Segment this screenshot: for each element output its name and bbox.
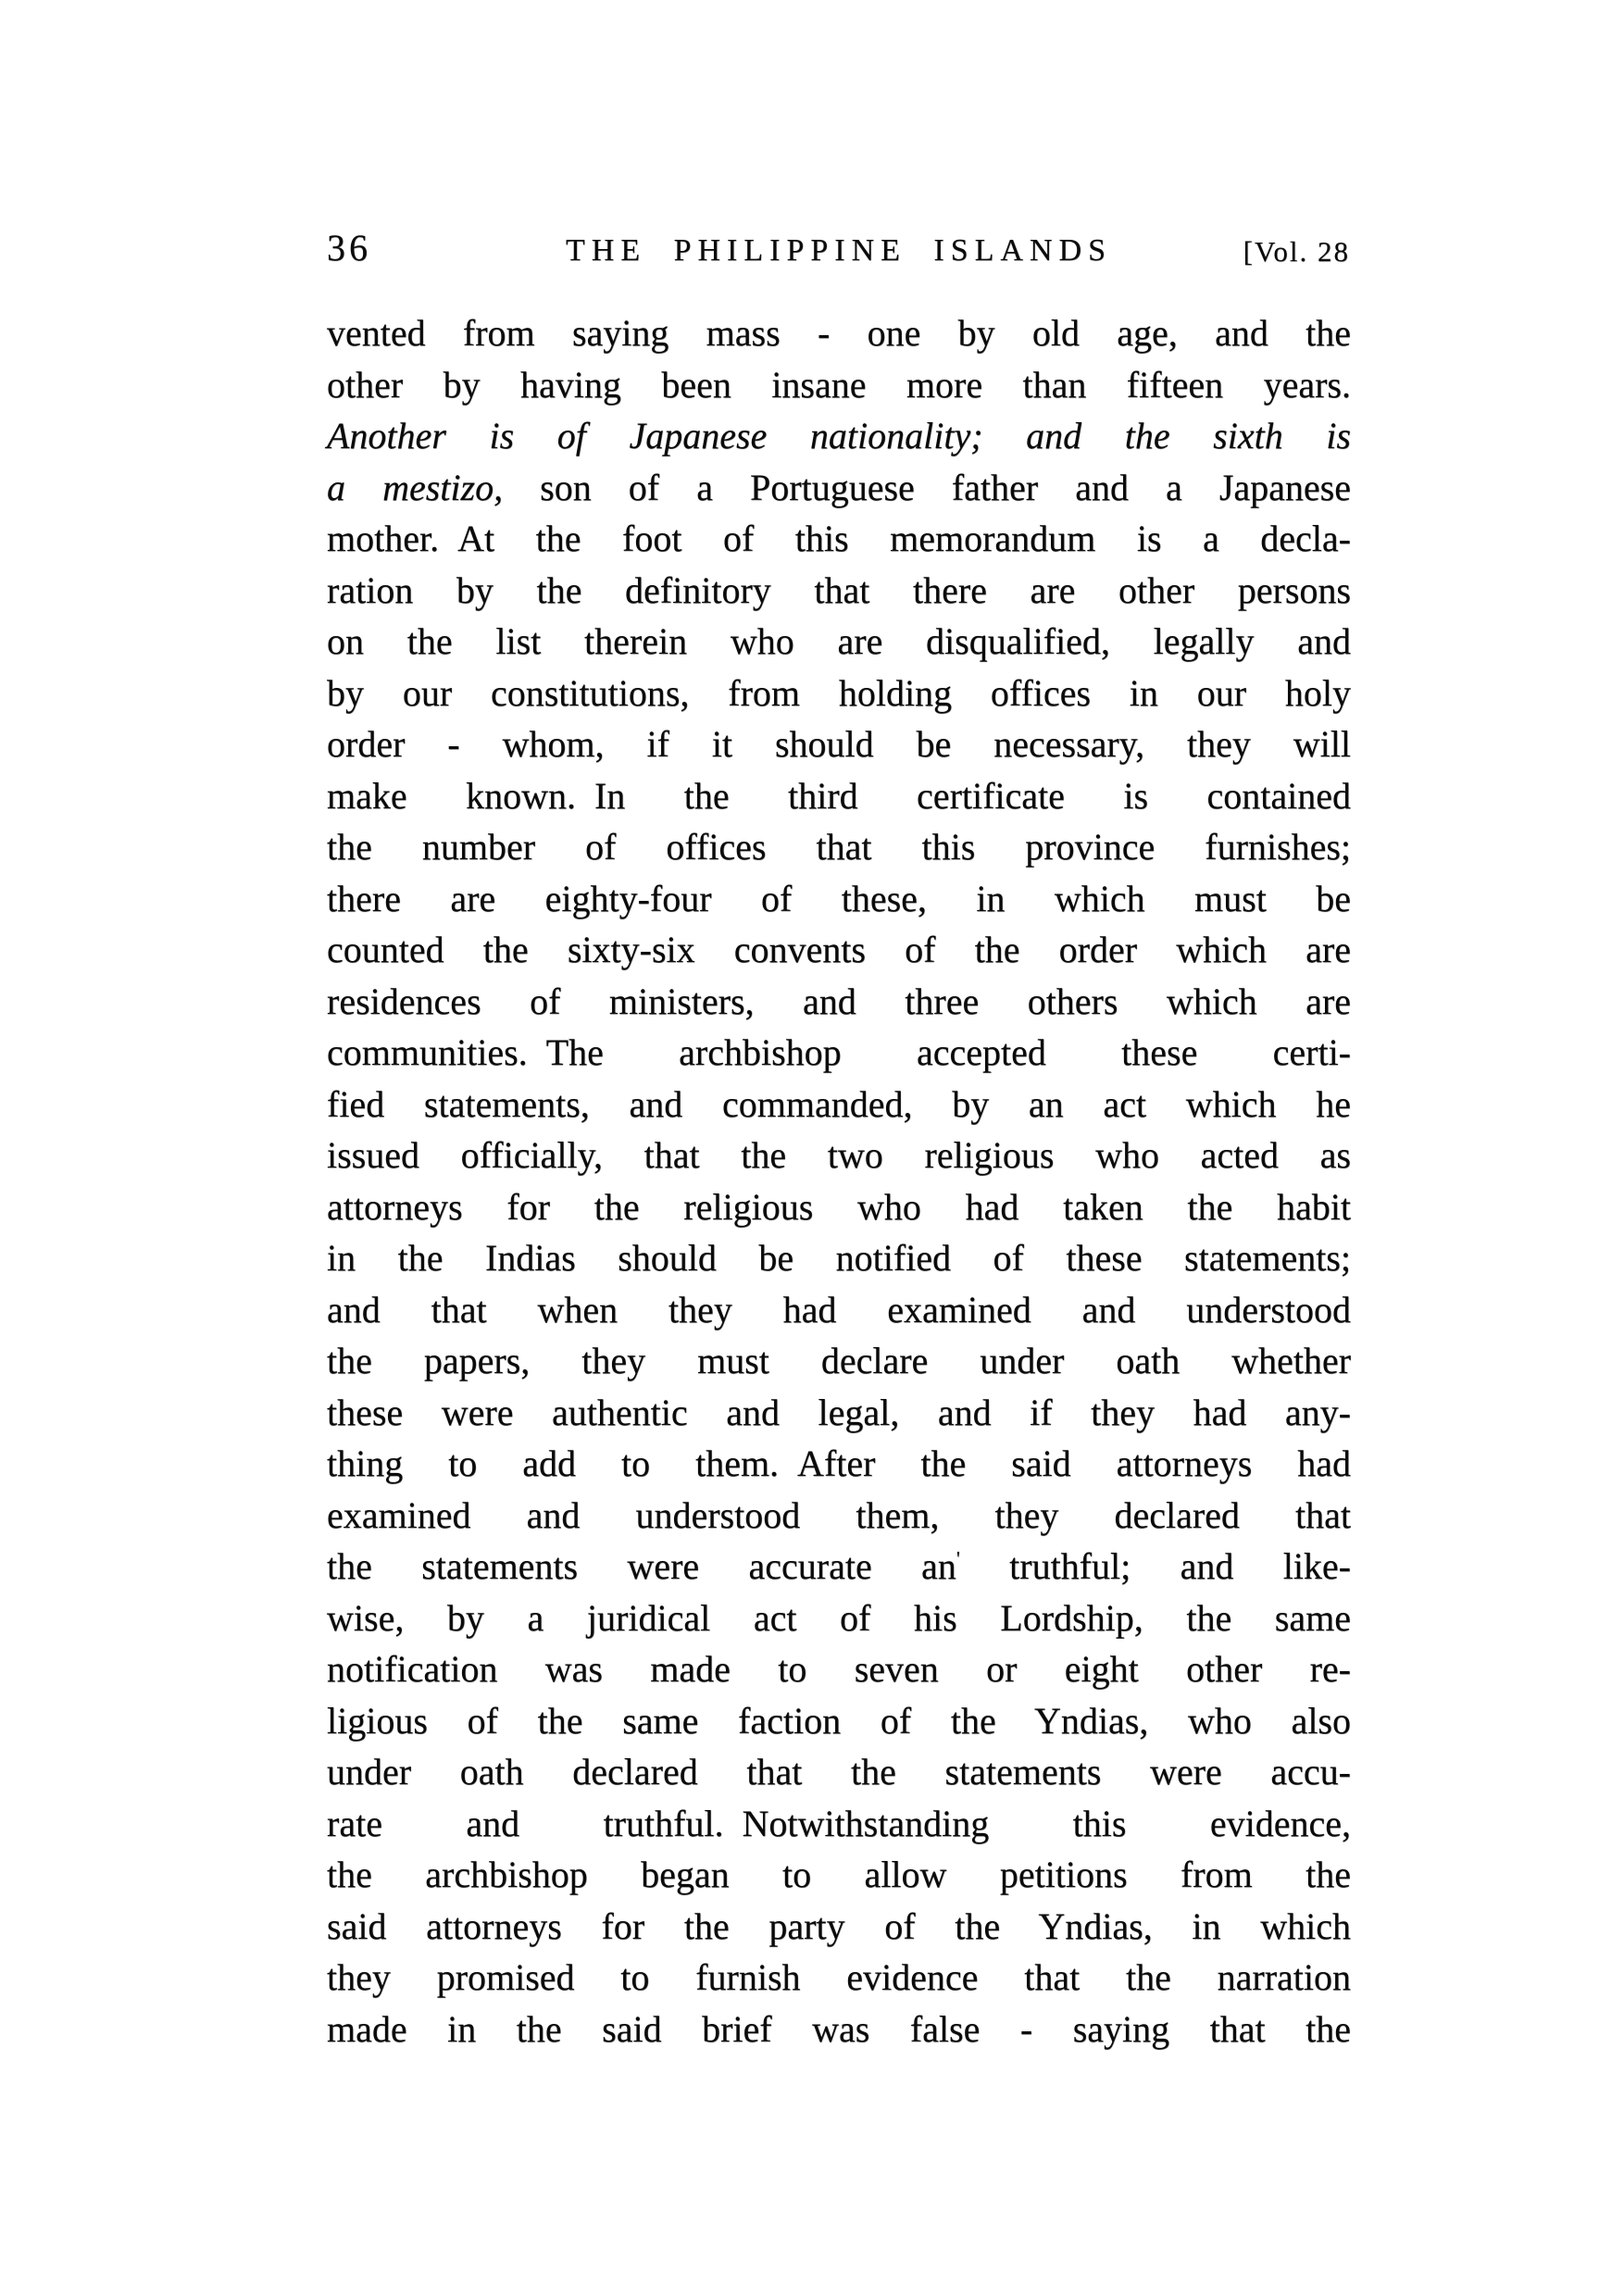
text-line — [327, 976, 1351, 1028]
text-run: Another is of Japanese nationality; and the sixth is — [327, 415, 1351, 456]
text-line — [327, 565, 1351, 617]
text-line — [327, 1335, 1351, 1387]
text-run: wise, by a juridical act of his Lordship, the same — [327, 1596, 1351, 1639]
text-run: ration by the definitory that there are other persons — [327, 568, 1351, 611]
text-line — [327, 462, 1351, 514]
text-run: the number of offices that this province furnishes; — [327, 826, 1351, 868]
text-run: and that when they had examined and understood — [327, 1288, 1351, 1330]
text-run: the papers, they must declare under oath whether — [327, 1340, 1351, 1381]
text-line — [327, 873, 1351, 925]
text-line — [327, 307, 1351, 359]
text-run: made in the said brief was false - saying that the — [327, 2007, 1351, 2050]
text-line — [327, 1643, 1351, 1695]
text-run: ligious of the same faction of the Yndias, who also — [327, 1699, 1351, 1742]
text-run: other by having been insane more than fifteen years. — [327, 363, 1351, 406]
text-run: the archbishop began to allow petitions from the — [327, 1854, 1351, 1895]
text-run: issued officially, that the two religious who acted as — [327, 1134, 1351, 1176]
text-line — [327, 1541, 1351, 1592]
text-run: by our constitutions, from holding offices in our holy — [327, 671, 1351, 714]
text-line — [327, 513, 1351, 565]
text-run: mother. At the foot of this memorandum is a decla- — [327, 518, 1351, 559]
text-run: fied statements, and commanded, by an act which he — [327, 1082, 1351, 1125]
text-run: rate and truthful. Notwithstanding this evidence, — [327, 1802, 1351, 1844]
text-run: order - whom, if it should be necessary, they will — [327, 723, 1351, 765]
text-run: a mestizo, — [327, 466, 504, 508]
text-run: ' — [956, 1546, 960, 1570]
page-text — [327, 307, 1351, 2054]
text-run: they promised to furnish evidence that the narration — [327, 1956, 1351, 1998]
text-line — [327, 1438, 1351, 1490]
text-line — [327, 1181, 1351, 1233]
text-run: make known. In the third certificate is contained — [327, 774, 1351, 817]
running-title: THE PHILIPPINE ISLANDS — [566, 233, 1112, 268]
text-run: in the Indias should be notified of these statements; — [327, 1237, 1351, 1279]
text-line — [327, 359, 1351, 411]
text-run: under oath declared that the statements were accu- — [327, 1751, 1351, 1792]
text-line — [327, 1387, 1351, 1439]
text-run: vented from saying mass - one by old age, and the — [327, 312, 1351, 354]
text-line — [327, 1130, 1351, 1181]
text-run: counted the sixty-six convents of the order which are — [327, 929, 1351, 970]
text-line — [327, 1027, 1351, 1079]
text-line — [327, 1901, 1351, 1953]
text-line — [327, 1952, 1351, 2004]
page-number: 36 — [327, 227, 371, 268]
text-run: notification was made to seven or eight other re- — [327, 1648, 1351, 1690]
text-run: son of a Portuguese father and a Japanese — [503, 466, 1352, 508]
text-line — [327, 1232, 1351, 1284]
text-line — [327, 616, 1351, 668]
text-line — [327, 1284, 1351, 1336]
text-run: examined and understood them, they declared that — [327, 1493, 1351, 1536]
volume-label: [Vol. 28 — [1243, 235, 1350, 268]
text-run: thing to add to them. After the said attorneys had — [327, 1442, 1351, 1484]
text-run: residences of ministers, and three others which are — [327, 980, 1351, 1022]
text-line — [327, 2004, 1351, 2055]
text-run: said attorneys for the party of the Yndias, in which — [327, 1904, 1351, 1947]
text-line — [327, 1798, 1351, 1850]
text-line — [327, 1695, 1351, 1747]
text-run: the statements were accurate an — [327, 1545, 956, 1587]
text-line — [327, 821, 1351, 873]
text-line — [327, 1746, 1351, 1798]
text-run: these were authentic and legal, and if they had any- — [327, 1391, 1351, 1433]
text-run: truthful; and like- — [959, 1545, 1351, 1587]
text-run: communities. The archbishop accepted these certi- — [327, 1031, 1351, 1073]
text-run: there are eighty-four of these, in which must be — [327, 877, 1351, 919]
text-line — [327, 718, 1351, 770]
text-run: on the list therein who are disqualified, legally and — [327, 620, 1351, 662]
text-line — [327, 1849, 1351, 1901]
text-run: attorneys for the religious who had taken the habit — [327, 1185, 1351, 1228]
text-line — [327, 770, 1351, 822]
text-line — [327, 668, 1351, 719]
text-line — [327, 1592, 1351, 1644]
text-line — [327, 924, 1351, 976]
text-line — [327, 1490, 1351, 1542]
text-line — [327, 410, 1351, 462]
text-line — [327, 1079, 1351, 1130]
